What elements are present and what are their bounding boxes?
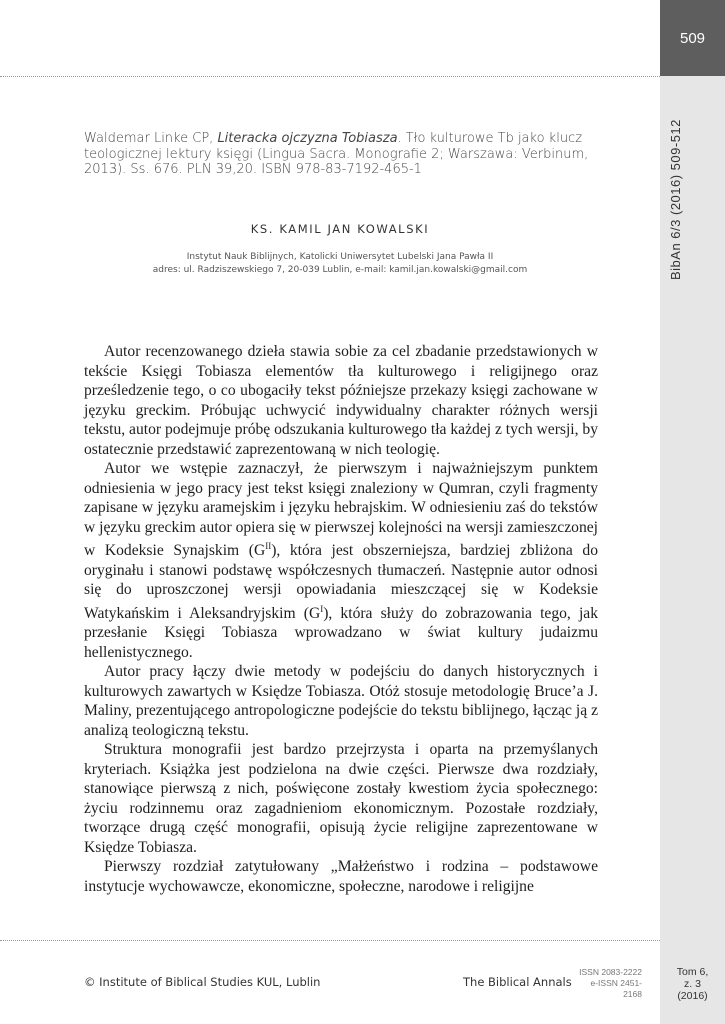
reviewer-affiliation-block xyxy=(84,251,596,277)
year-line: (2016) xyxy=(677,990,708,1002)
reviewer-name: KS. KAMIL JAN KOWALSKI xyxy=(250,222,430,236)
paragraph-4: Struktura monografii jest bardzo przejrzysta i oparta na przemyślanych kryteriach. Książka jest podzielona na dwie części. Pierwsze dwa rozdziały, stanowiące pierwszą z nich, poświęcone zostały kwestiom życia społecznego: życiu rodzinnemu oraz zagadnieniom ekonomicznym. Pozostałe rozdziały, tworzące drugą część monografii, opisują życie religijne zaprezentowane w Księdze Tobiasza. xyxy=(84,741,598,856)
volume-line: Tom 6, xyxy=(676,966,709,978)
issn: ISSN 2083-2222 xyxy=(579,967,642,977)
issn-block xyxy=(574,967,642,1000)
sidebar xyxy=(660,0,725,1024)
citation-title: Literacka ojczyzna Tobiasza xyxy=(217,131,398,146)
citation-details: . Tło kulturowe Tb jako klucz teologicznej lektury księgi (Lingua Sacra. Monografie 2; Warszawa: Verbinum, 2013). Ss. 676. PLN 39,20. ISBN 978-83-7192-465-1 xyxy=(84,131,589,177)
issue-line: z. 3 xyxy=(684,978,701,990)
footer-divider xyxy=(0,940,660,941)
book-citation xyxy=(84,131,604,178)
journal-name: The Biblical Annals xyxy=(463,975,572,989)
superscript: II xyxy=(265,541,272,551)
eissn: e-ISSN 2451-2168 xyxy=(590,978,642,999)
superscript: I xyxy=(320,603,324,614)
paragraph-1: Autor recenzowanego dzieła stawia sobie za cel zbadanie przedstawionych w tekście Księgi Tobiasza elementów tła kulturowego i religijnego oraz prześledzenie tego, o co ubogaciły tekst późniejsze przekazy księgi zachowane w języku greckim. Próbując uchwycić indywidualny charakter różnych wersji tekstu, autor podejmuje próbę odszukania kulturowego tła każdej z tych wersji, by ostatecznie przedstawić zaprezentowaną w nich teologię. xyxy=(84,343,599,458)
paragraph-2: Autor we wstępie zaznaczył, że pierwszym i najważniejszym punktem odniesienia w jego pracy jest tekst księgi znaleziony w Qumran, czyli fragmenty zapisane w języku aramejskim i języku hebrajskim. W odniesieniu zaś do tekstów w języku greckim autor opiera się w pierwszej kolejności na wersji zamieszczonej w Kodeksie Synajskim $(G^{II})$, która jest obszerniejsza, bardziej zbliżona do oryginału i stanowi podstawę współczesnych tłumaczeń. Następnie autor odnosi się do uproszczonej wersji opowiadania mieszczącej się w Kodeksie Watykańskim i Aleksandryjskim $(G^I)$, która służy do zobrazowania tego, jak przesłanie Księgi Tobiasza wprowadzano w świat kultury judaizmu hellenistycznego. xyxy=(84,460,598,661)
copyright: © Institute of Biblical Studies KUL, Lublin xyxy=(84,975,321,989)
journal-reference: BibAn 6/3 (2016) 509-512 xyxy=(668,119,683,280)
reviewer-address: adres: ul. Radziszewskiego 7, 20-039 Lublin, e-mail: kamil.jan.kowalski@gmail.com xyxy=(152,265,528,275)
page-number: 509 xyxy=(660,0,725,76)
paragraph-5: Pierwszy rozdział zatytułowany „Małżeństwo i rodzina – podstawowe instytucje wychowawcze, ekonomiczne, społeczne, narodowe i religijne xyxy=(84,858,598,895)
article-body xyxy=(84,342,598,896)
paragraph-3: Autor pracy łączy dwie metody w podejściu do danych historycznych i kulturowych zawartych w Księdze Tobiasza. Otóż stosuje metodologię Bruce’a J. Maliny, prezentującego antropologiczne podejście do tekstu biblijnego, łącząc ją z analizą teologiczną tekstu. xyxy=(84,663,598,739)
header-divider xyxy=(0,76,660,77)
volume-info xyxy=(660,966,725,1002)
citation-authors: Waldemar Linke CP, xyxy=(84,131,214,146)
reviewer-affiliation: Instytut Nauk Biblijnych, Katolicki Uniwersytet Lubelski Jana Pawła II xyxy=(186,252,494,262)
